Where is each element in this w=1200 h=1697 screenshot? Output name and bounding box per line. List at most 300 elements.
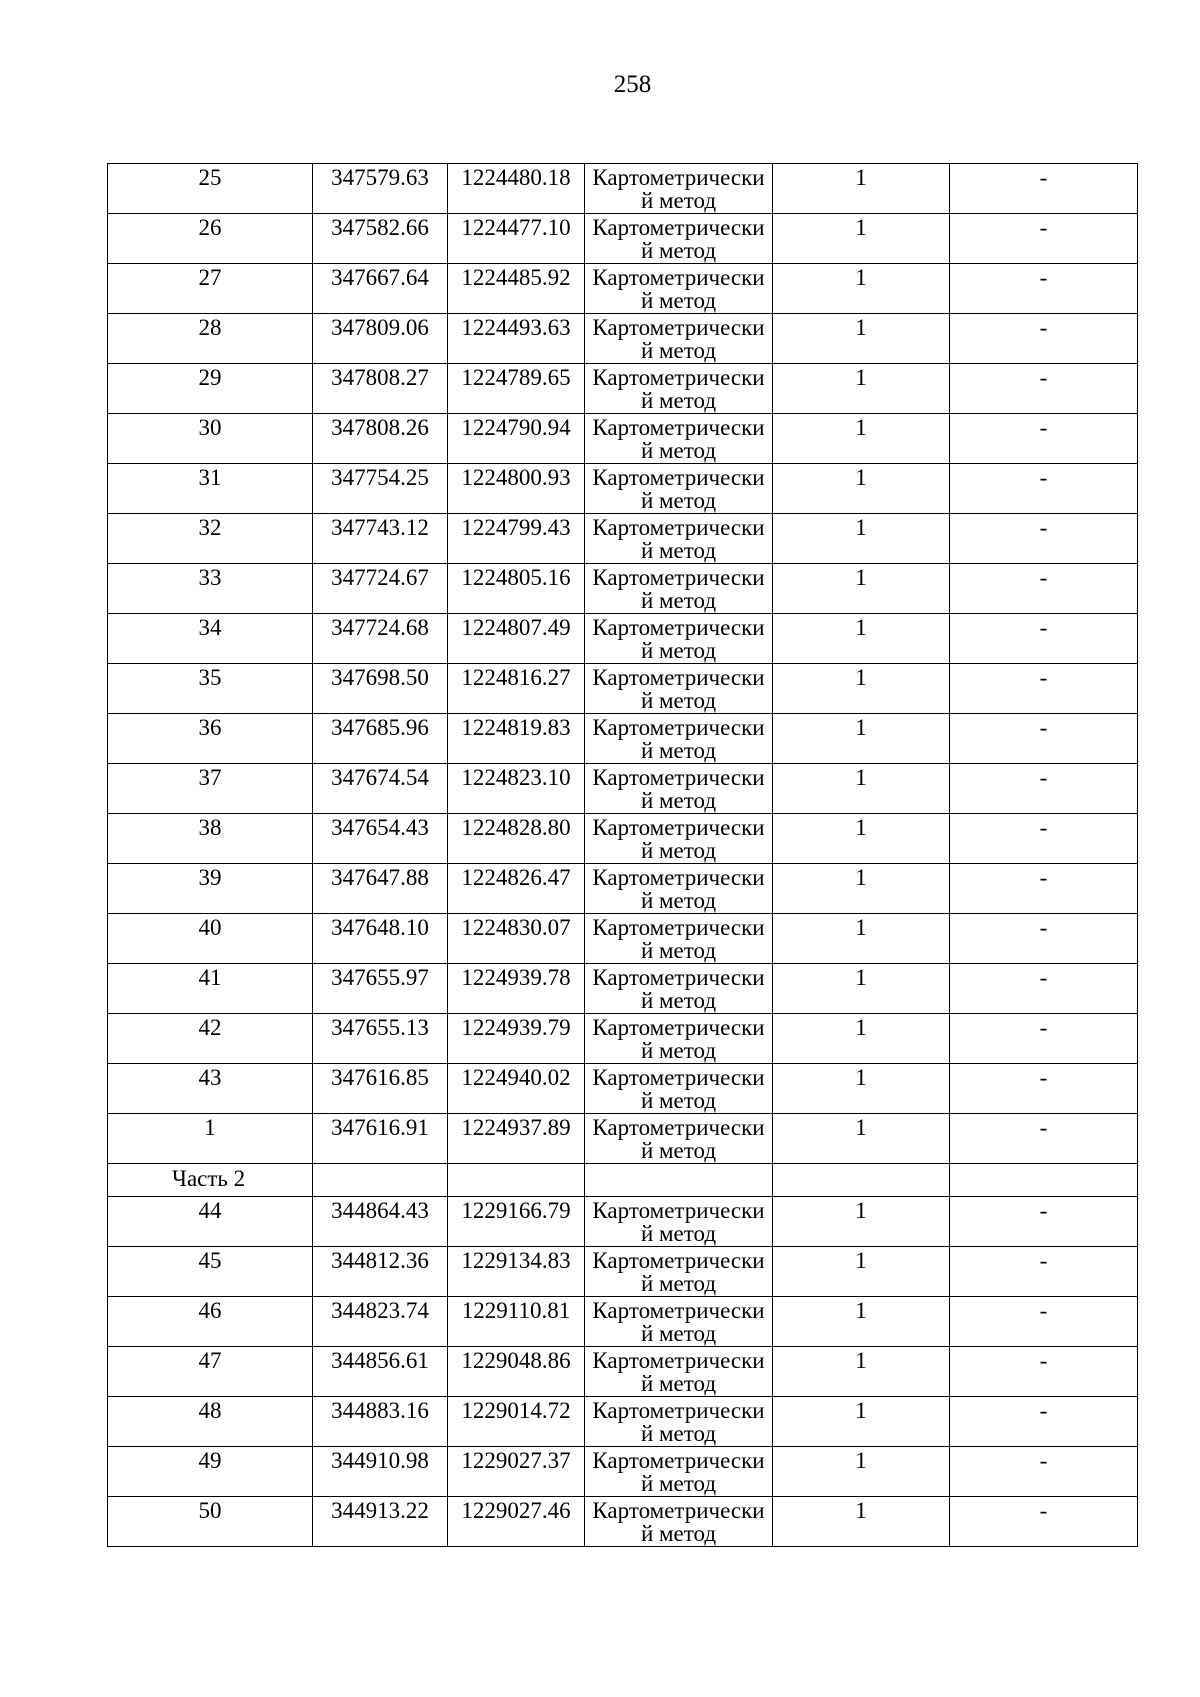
- accuracy-value: 1: [855, 465, 867, 490]
- accuracy-cell: [773, 914, 950, 964]
- accuracy-value: 1: [855, 1198, 867, 1223]
- method-line-1: Картометрически: [592, 815, 765, 840]
- method-cell: [585, 1447, 773, 1497]
- accuracy-value: 1: [855, 315, 867, 340]
- point-number-value: 39: [198, 865, 222, 890]
- method-cell: [585, 414, 773, 464]
- method-line-1: Картометрически: [592, 465, 765, 490]
- accuracy-cell: [773, 964, 950, 1014]
- method-cell: [585, 314, 773, 364]
- point-number-cell: [108, 1114, 313, 1164]
- point-number-cell: [108, 1064, 313, 1114]
- y-coordinate-cell: [448, 814, 585, 864]
- y-coordinate-value: 1224480.18: [461, 165, 571, 190]
- point-number-cell: [108, 314, 313, 364]
- note-cell: [950, 614, 1138, 664]
- table-row: [108, 164, 1138, 214]
- point-number-cell: [108, 664, 313, 714]
- note-cell: [950, 814, 1138, 864]
- y-coordinate-cell: [448, 564, 585, 614]
- y-coordinate-value: 1229166.79: [461, 1198, 571, 1223]
- x-coordinate-value: 347724.67: [331, 565, 429, 590]
- accuracy-cell: [773, 364, 950, 414]
- table-row: [108, 1247, 1138, 1297]
- x-coordinate-value: 347654.43: [331, 815, 429, 840]
- note-value: -: [1039, 815, 1048, 840]
- x-coordinate-cell: [313, 614, 448, 664]
- y-coordinate-value: 1224816.27: [461, 665, 571, 690]
- table-row: [108, 1114, 1138, 1164]
- point-number-value: 50: [198, 1498, 222, 1523]
- accuracy-cell: [773, 1247, 950, 1297]
- x-coordinate-value: 344823.74: [331, 1298, 429, 1323]
- x-coordinate-cell: [313, 164, 448, 214]
- y-coordinate-cell: [448, 1197, 585, 1247]
- y-coordinate-value: 1224830.07: [461, 915, 571, 940]
- method-line-1: Картометрически: [592, 715, 765, 740]
- method-line-1: Картометрически: [592, 665, 765, 690]
- x-coordinate-cell: [313, 314, 448, 364]
- y-coordinate-value: 1224939.78: [461, 965, 571, 990]
- method-line-1: Картометрически: [592, 615, 765, 640]
- note-value: -: [1039, 865, 1048, 890]
- table-row: [108, 764, 1138, 814]
- point-number-value: 29: [198, 365, 222, 390]
- note-value: -: [1039, 515, 1048, 540]
- accuracy-cell: [773, 1297, 950, 1347]
- note-value: -: [1039, 965, 1048, 990]
- method-line-2: й метод: [640, 1521, 717, 1546]
- table-row: [108, 614, 1138, 664]
- note-cell: [950, 1297, 1138, 1347]
- method-cell: [585, 264, 773, 314]
- x-coordinate-cell: [313, 714, 448, 764]
- x-coordinate-value: 347582.66: [331, 215, 429, 240]
- note-cell: [950, 564, 1138, 614]
- note-value: -: [1039, 415, 1048, 440]
- method-line-2: й метод: [640, 688, 717, 713]
- note-value: -: [1039, 715, 1048, 740]
- y-coordinate-value: 1229027.37: [461, 1448, 571, 1473]
- y-coordinate-cell: [448, 314, 585, 364]
- y-coordinate-value: 1224790.94: [461, 415, 571, 440]
- x-coordinate-cell: [313, 414, 448, 464]
- y-coordinate-cell: [448, 214, 585, 264]
- page-number: 258: [613, 71, 652, 98]
- note-cell: [950, 1347, 1138, 1397]
- note-value: -: [1039, 1248, 1048, 1273]
- table-row: [108, 264, 1138, 314]
- method-line-1: Картометрически: [592, 565, 765, 590]
- method-line-1: Картометрически: [592, 965, 765, 990]
- accuracy-cell: [773, 414, 950, 464]
- table-row: [108, 514, 1138, 564]
- method-line-1: Картометрически: [592, 1348, 765, 1373]
- y-coordinate-value: 1224826.47: [461, 865, 571, 890]
- method-cell: [585, 1247, 773, 1297]
- note-cell: [950, 414, 1138, 464]
- table-row: [108, 814, 1138, 864]
- x-coordinate-cell: [313, 1197, 448, 1247]
- x-coordinate-value: 347616.85: [331, 1065, 429, 1090]
- note-cell: [950, 364, 1138, 414]
- y-coordinate-value: 1224493.63: [461, 315, 571, 340]
- accuracy-value: 1: [855, 415, 867, 440]
- accuracy-value: 1: [855, 365, 867, 390]
- point-number-value: 27: [198, 265, 222, 290]
- accuracy-cell: [773, 164, 950, 214]
- note-cell: [950, 1014, 1138, 1064]
- accuracy-value: 1: [855, 515, 867, 540]
- method-line-1: Картометрически: [592, 415, 765, 440]
- method-line-1: Картометрически: [592, 365, 765, 390]
- note-cell: [950, 1447, 1138, 1497]
- point-number-cell: [108, 1247, 313, 1297]
- method-line-2: й метод: [640, 988, 717, 1013]
- y-coordinate-value: 1224807.49: [461, 615, 571, 640]
- x-coordinate-cell: [313, 1447, 448, 1497]
- table-row: [108, 464, 1138, 514]
- note-cell: [950, 964, 1138, 1014]
- section-row: [108, 1164, 1138, 1197]
- table-row: [108, 914, 1138, 964]
- table-row: [108, 1064, 1138, 1114]
- method-line-2: й метод: [640, 238, 717, 263]
- method-line-1: Картометрически: [592, 1065, 765, 1090]
- table-row: [108, 1447, 1138, 1497]
- x-coordinate-value: 347655.97: [331, 965, 429, 990]
- point-number-cell: [108, 264, 313, 314]
- note-cell: [950, 914, 1138, 964]
- y-coordinate-cell: [448, 464, 585, 514]
- note-value: -: [1039, 315, 1048, 340]
- y-coordinate-value: 1229014.72: [461, 1398, 571, 1423]
- method-line-1: Картометрически: [592, 165, 765, 190]
- point-number-value: 45: [198, 1248, 222, 1273]
- y-coordinate-cell: [448, 164, 585, 214]
- point-number-value: 41: [198, 965, 222, 990]
- note-value: -: [1039, 265, 1048, 290]
- table-row: [108, 864, 1138, 914]
- y-coordinate-value: 1224823.10: [461, 765, 571, 790]
- y-coordinate-value: 1224939.79: [461, 1015, 571, 1040]
- method-line-1: Картометрически: [592, 915, 765, 940]
- method-line-2: й метод: [640, 838, 717, 863]
- note-cell: [950, 1497, 1138, 1547]
- accuracy-value: 1: [855, 1065, 867, 1090]
- method-line-2: й метод: [640, 1221, 717, 1246]
- note-value: -: [1039, 765, 1048, 790]
- method-cell: [585, 1347, 773, 1397]
- y-coordinate-cell: [448, 1447, 585, 1497]
- method-cell: [585, 364, 773, 414]
- method-line-2: й метод: [640, 1371, 717, 1396]
- x-coordinate-cell: [313, 1347, 448, 1397]
- method-line-2: й метод: [640, 288, 717, 313]
- method-line-1: Картометрически: [592, 1398, 765, 1423]
- point-number-value: 40: [198, 915, 222, 940]
- method-line-1: Картометрически: [592, 1248, 765, 1273]
- point-number-value: 47: [198, 1348, 222, 1373]
- y-coordinate-cell: [448, 264, 585, 314]
- method-cell: [585, 714, 773, 764]
- method-line-1: Картометрически: [592, 1298, 765, 1323]
- accuracy-cell: [773, 1014, 950, 1064]
- method-line-2: й метод: [640, 1088, 717, 1113]
- note-cell: [950, 714, 1138, 764]
- note-value: -: [1039, 1198, 1048, 1223]
- table-body-part-2: [108, 1197, 1138, 1547]
- accuracy-value: 1: [855, 165, 867, 190]
- accuracy-cell: [773, 214, 950, 264]
- x-coordinate-cell: [313, 864, 448, 914]
- note-cell: [950, 864, 1138, 914]
- x-coordinate-cell: [313, 1014, 448, 1064]
- point-number-cell: [108, 164, 313, 214]
- y-coordinate-cell: [448, 1247, 585, 1297]
- y-coordinate-cell: [448, 614, 585, 664]
- x-coordinate-value: 347698.50: [331, 665, 429, 690]
- accuracy-value: 1: [855, 1248, 867, 1273]
- section-row-group: [108, 1164, 1138, 1197]
- note-value: -: [1039, 1398, 1048, 1423]
- y-coordinate-cell: [448, 1347, 585, 1397]
- method-cell: [585, 1197, 773, 1247]
- x-coordinate-value: 347667.64: [331, 265, 429, 290]
- method-line-2: й метод: [640, 488, 717, 513]
- note-value: -: [1039, 565, 1048, 590]
- accuracy-value: 1: [855, 965, 867, 990]
- method-line-1: Картометрически: [592, 1115, 765, 1140]
- x-coordinate-value: 344910.98: [331, 1448, 429, 1473]
- x-coordinate-cell: [313, 1064, 448, 1114]
- method-line-1: Картометрически: [592, 1448, 765, 1473]
- method-line-2: й метод: [640, 638, 717, 663]
- x-coordinate-value: 347809.06: [331, 315, 429, 340]
- method-cell: [585, 564, 773, 614]
- note-value: -: [1039, 1115, 1048, 1140]
- method-line-1: Картометрически: [592, 765, 765, 790]
- note-value: -: [1039, 1015, 1048, 1040]
- accuracy-cell: [773, 1197, 950, 1247]
- section-label: Часть 2: [108, 1164, 313, 1197]
- y-coordinate-value: 1224800.93: [461, 465, 571, 490]
- x-coordinate-cell: [313, 564, 448, 614]
- point-number-cell: [108, 914, 313, 964]
- note-value: -: [1039, 215, 1048, 240]
- y-coordinate-cell: [448, 1064, 585, 1114]
- method-cell: [585, 464, 773, 514]
- method-cell: [585, 1114, 773, 1164]
- y-coordinate-value: 1224485.92: [461, 265, 571, 290]
- note-cell: [950, 514, 1138, 564]
- x-coordinate-value: 344913.22: [331, 1498, 429, 1523]
- accuracy-cell: [773, 864, 950, 914]
- point-number-value: 28: [198, 315, 222, 340]
- method-line-2: й метод: [640, 538, 717, 563]
- point-number-cell: [108, 614, 313, 664]
- point-number-cell: [108, 514, 313, 564]
- point-number-value: 37: [198, 765, 222, 790]
- x-coordinate-value: 347685.96: [331, 715, 429, 740]
- accuracy-cell: [773, 1114, 950, 1164]
- method-cell: [585, 164, 773, 214]
- x-coordinate-value: 347647.88: [331, 865, 429, 890]
- note-cell: [950, 1397, 1138, 1447]
- x-coordinate-value: 347648.10: [331, 915, 429, 940]
- point-number-cell: [108, 964, 313, 1014]
- x-coordinate-cell: [313, 264, 448, 314]
- y-coordinate-value: 1224940.02: [461, 1065, 571, 1090]
- accuracy-cell: [773, 464, 950, 514]
- method-line-2: й метод: [640, 738, 717, 763]
- point-number-value: 34: [198, 615, 222, 640]
- method-cell: [585, 1064, 773, 1114]
- accuracy-cell: [773, 514, 950, 564]
- x-coordinate-value: 347674.54: [331, 765, 429, 790]
- note-value: -: [1039, 915, 1048, 940]
- x-coordinate-value: 344864.43: [331, 1198, 429, 1223]
- method-line-1: Картометрически: [592, 1015, 765, 1040]
- method-line-2: й метод: [640, 1038, 717, 1063]
- point-number-value: 46: [198, 1298, 222, 1323]
- method-line-1: Картометрически: [592, 1498, 765, 1523]
- y-coordinate-value: 1224828.80: [461, 815, 571, 840]
- y-coordinate-value: 1224937.89: [461, 1115, 571, 1140]
- y-coordinate-cell: [448, 1497, 585, 1547]
- accuracy-value: 1: [855, 915, 867, 940]
- method-cell: [585, 1297, 773, 1347]
- x-coordinate-cell: [313, 664, 448, 714]
- table-row: [108, 714, 1138, 764]
- table-cell-empty: [950, 1164, 1138, 1197]
- point-number-cell: [108, 1014, 313, 1064]
- method-line-2: й метод: [640, 438, 717, 463]
- y-coordinate-value: 1224805.16: [461, 565, 571, 590]
- x-coordinate-value: 344812.36: [331, 1248, 429, 1273]
- coordinates-table: [107, 163, 1138, 1547]
- method-line-1: Картометрически: [592, 1198, 765, 1223]
- method-line-1: Картометрически: [592, 865, 765, 890]
- point-number-cell: [108, 364, 313, 414]
- point-number-value: 35: [198, 665, 222, 690]
- table-row: [108, 564, 1138, 614]
- table-cell-empty: [313, 1164, 448, 1197]
- accuracy-cell: [773, 264, 950, 314]
- y-coordinate-cell: [448, 414, 585, 464]
- x-coordinate-cell: [313, 464, 448, 514]
- accuracy-cell: [773, 314, 950, 364]
- table-row: [108, 414, 1138, 464]
- note-value: -: [1039, 615, 1048, 640]
- y-coordinate-value: 1224477.10: [461, 215, 571, 240]
- point-number-cell: [108, 564, 313, 614]
- table-row: [108, 964, 1138, 1014]
- method-cell: [585, 664, 773, 714]
- method-line-2: й метод: [640, 1321, 717, 1346]
- accuracy-cell: [773, 614, 950, 664]
- table-row: [108, 1197, 1138, 1247]
- point-number-cell: [108, 764, 313, 814]
- point-number-value: 44: [198, 1198, 222, 1223]
- x-coordinate-cell: [313, 814, 448, 864]
- x-coordinate-value: 347808.27: [331, 365, 429, 390]
- x-coordinate-value: 347743.12: [331, 515, 429, 540]
- table-cell-empty: [585, 1164, 773, 1197]
- accuracy-value: 1: [855, 565, 867, 590]
- table-row: [108, 1297, 1138, 1347]
- note-cell: [950, 664, 1138, 714]
- method-line-2: й метод: [640, 1421, 717, 1446]
- method-line-1: Картометрически: [592, 515, 765, 540]
- method-cell: [585, 964, 773, 1014]
- x-coordinate-value: 347616.91: [331, 1115, 429, 1140]
- x-coordinate-value: 347808.26: [331, 415, 429, 440]
- note-cell: [950, 1197, 1138, 1247]
- note-value: -: [1039, 1498, 1048, 1523]
- y-coordinate-value: 1224789.65: [461, 365, 571, 390]
- accuracy-cell: [773, 1497, 950, 1547]
- method-cell: [585, 1397, 773, 1447]
- y-coordinate-cell: [448, 714, 585, 764]
- point-number-cell: [108, 214, 313, 264]
- table-row: [108, 214, 1138, 264]
- point-number-cell: [108, 464, 313, 514]
- y-coordinate-value: 1229134.83: [461, 1248, 571, 1273]
- y-coordinate-cell: [448, 964, 585, 1014]
- y-coordinate-cell: [448, 1297, 585, 1347]
- accuracy-value: 1: [855, 1498, 867, 1523]
- note-cell: [950, 1247, 1138, 1297]
- note-cell: [950, 164, 1138, 214]
- point-number-cell: [108, 814, 313, 864]
- accuracy-value: 1: [855, 1298, 867, 1323]
- note-cell: [950, 264, 1138, 314]
- note-value: -: [1039, 165, 1048, 190]
- point-number-cell: [108, 1397, 313, 1447]
- method-line-2: й метод: [640, 588, 717, 613]
- note-value: -: [1039, 1065, 1048, 1090]
- method-cell: [585, 214, 773, 264]
- table-cell-empty: [773, 1164, 950, 1197]
- note-cell: [950, 764, 1138, 814]
- accuracy-value: 1: [855, 1115, 867, 1140]
- accuracy-value: 1: [855, 1348, 867, 1373]
- y-coordinate-value: 1229048.86: [461, 1348, 571, 1373]
- x-coordinate-cell: [313, 964, 448, 1014]
- accuracy-value: 1: [855, 815, 867, 840]
- accuracy-value: 1: [855, 865, 867, 890]
- method-cell: [585, 914, 773, 964]
- method-cell: [585, 1497, 773, 1547]
- note-cell: [950, 1114, 1138, 1164]
- table-row: [108, 1014, 1138, 1064]
- y-coordinate-value: 1229110.81: [461, 1298, 571, 1323]
- note-value: -: [1039, 665, 1048, 690]
- accuracy-value: 1: [855, 1015, 867, 1040]
- point-number-cell: [108, 1197, 313, 1247]
- table-row: [108, 364, 1138, 414]
- method-line-2: й метод: [640, 338, 717, 363]
- note-value: -: [1039, 365, 1048, 390]
- method-line-1: Картометрически: [592, 215, 765, 240]
- point-number-value: 42: [198, 1015, 222, 1040]
- x-coordinate-value: 347655.13: [331, 1015, 429, 1040]
- point-number-value: 38: [198, 815, 222, 840]
- table-row: [108, 1497, 1138, 1547]
- accuracy-value: 1: [855, 1448, 867, 1473]
- accuracy-cell: [773, 1064, 950, 1114]
